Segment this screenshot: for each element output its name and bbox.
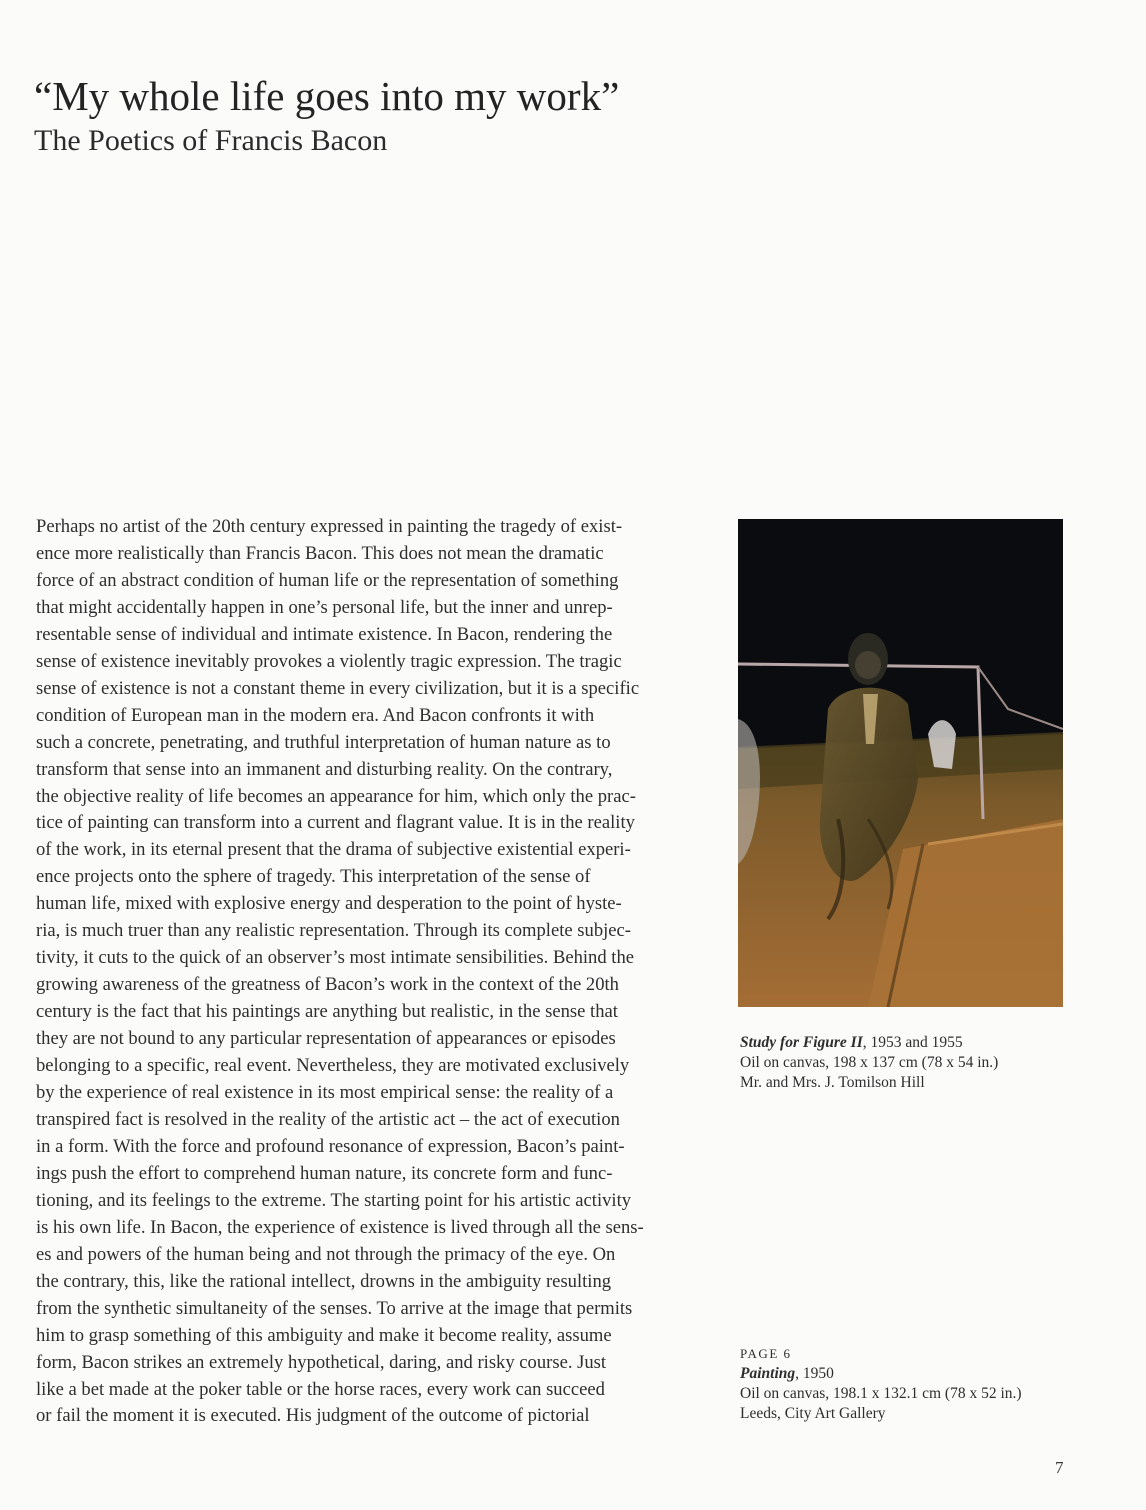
body-line: from the synthetic simultaneity of the senses. To arrive at the image that permits: [36, 1297, 633, 1319]
body-line: transpired fact is resolved in the reality of the artistic act – the act of execution: [36, 1108, 620, 1130]
caption-artwork-date: , 1953 and 1955: [862, 1034, 963, 1051]
painting-image: [738, 519, 1063, 1007]
body-line: tivity, it cuts to the quick of an observer’s most intimate sensibilities. Behind the: [36, 947, 635, 969]
body-line: century is the fact that his paintings are anything but realistic, in the sense that: [36, 1001, 618, 1023]
page-subtitle: The Poetics of Francis Bacon: [34, 124, 388, 157]
page-title: “My whole life goes into my work”: [34, 73, 620, 119]
body-line: force of an abstract condition of human life or the representation of something: [36, 569, 619, 591]
body-line: like a bet made at the poker table or the horse races, every work can succeed: [36, 1378, 605, 1400]
body-line: or fail the moment it is executed. His judgment of the outcome of pictorial: [36, 1405, 590, 1427]
body-line: es and powers of the human being and not through the primacy of the eye. On: [36, 1243, 616, 1265]
body-line: in a form. With the force and profound resonance of expression, Bacon’s paint-: [36, 1135, 625, 1157]
body-line: sense of existence inevitably provokes a violently tragic expression. The tragic: [36, 650, 622, 672]
painting-illustration: [738, 519, 1063, 1007]
caption-title-line: [740, 1033, 998, 1053]
body-line: Perhaps no artist of the 20th century expressed in painting the tragedy of exist-: [36, 516, 623, 537]
side-note-medium: Oil on canvas, 198.1 x 132.1 cm (78 x 52 in.): [740, 1385, 1022, 1402]
side-note-page-label: PAGE 6: [740, 1346, 792, 1361]
body-line: tice of painting can transform into a current and flagrant value. It is in the reality: [36, 812, 635, 834]
body-line: ria, is much truer than any realistic representation. Through its complete subjec-: [36, 920, 631, 942]
side-note-collection: Leeds, City Art Gallery: [740, 1405, 886, 1422]
body-line: form, Bacon strikes an extremely hypothetical, daring, and risky course. Just: [36, 1351, 607, 1373]
caption-collection: Mr. and Mrs. J. Tomilson Hill: [740, 1074, 925, 1091]
side-note-artwork-date: , 1950: [795, 1365, 834, 1382]
side-note-caption: [740, 1344, 1022, 1424]
body-line: they are not bound to any particular representation of appearances or episodes: [36, 1028, 616, 1050]
body-line: condition of European man in the modern era. And Bacon confronts it with: [36, 704, 595, 726]
body-line: the objective reality of life becomes an appearance for him, which only the prac-: [36, 785, 636, 807]
body-line: the contrary, this, like the rational intellect, drowns in the ambiguity resulting: [36, 1270, 612, 1292]
body-line: ings push the effort to comprehend human nature, its concrete form and func-: [36, 1162, 613, 1184]
figure-caption: [740, 1033, 998, 1093]
body-line: such a concrete, penetrating, and truthful interpretation of human nature as to: [36, 731, 611, 753]
page-number: 7: [1055, 1458, 1064, 1477]
side-note-artwork-title: Painting: [740, 1365, 796, 1382]
body-line: growing awareness of the greatness of Bacon’s work in the context of the 20th: [36, 974, 619, 996]
side-note-title-line: [740, 1364, 1022, 1384]
caption-artwork-title: Study for Figure II: [740, 1034, 863, 1051]
body-line: that might accidentally happen in one’s personal life, but the inner and unrep-: [36, 596, 613, 618]
body-line: transform that sense into an immanent and disturbing reality. On the contrary,: [36, 758, 613, 780]
body-line: him to grasp something of this ambiguity and make it become reality, assume: [36, 1324, 612, 1346]
body-line: belonging to a specific, real event. Nevertheless, they are motivated exclusively: [36, 1055, 630, 1077]
body-line: by the experience of real existence in its most empirical sense: the reality of a: [36, 1082, 614, 1104]
body-line: ence projects onto the sphere of tragedy. This interpretation of the sense of: [36, 866, 591, 888]
body-text: [36, 514, 726, 1430]
body-line: ence more realistically than Francis Bacon. This does not mean the dramatic: [36, 542, 604, 564]
body-line: is his own life. In Bacon, the experience of existence is lived through all the sens-: [36, 1216, 644, 1238]
body-line: of the work, in its eternal present that the drama of subjective existential experi-: [36, 839, 631, 861]
body-line: tioning, and its feelings to the extreme. The starting point for his artistic activity: [36, 1189, 632, 1211]
body-line: sense of existence is not a constant theme in every civilization, but it is a specific: [36, 677, 640, 699]
body-line: resentable sense of individual and intimate existence. In Bacon, rendering the: [36, 623, 613, 645]
body-line: human life, mixed with explosive energy and desperation to the point of hyste-: [36, 893, 622, 915]
caption-medium: Oil on canvas, 198 x 137 cm (78 x 54 in.): [740, 1054, 999, 1071]
